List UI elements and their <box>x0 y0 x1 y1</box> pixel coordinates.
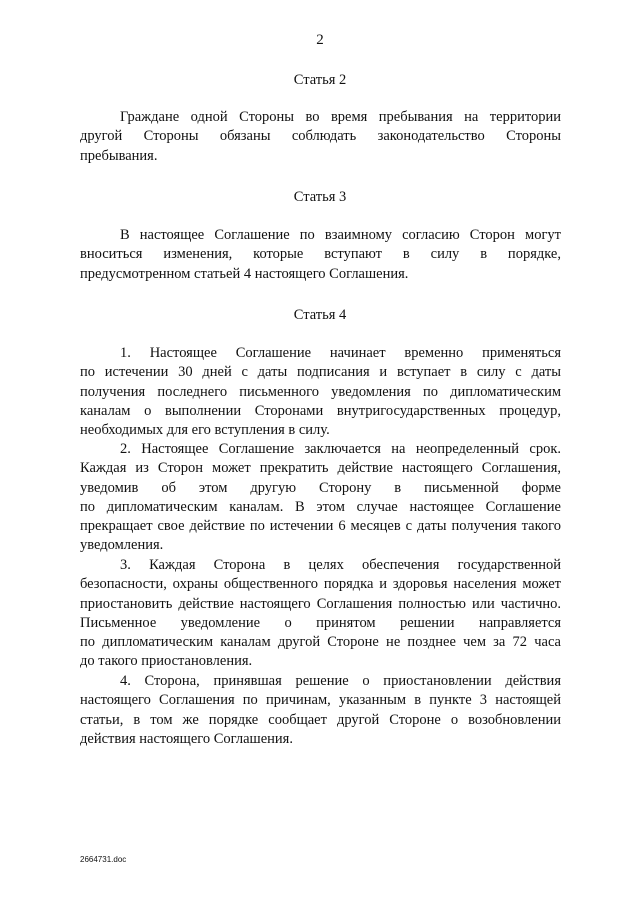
page-number: 2 <box>316 32 324 48</box>
file-name-footer: 2664731.doc <box>80 855 127 864</box>
text-line: Каждая из Сторон может прекратить действие настоящего Соглашения, <box>80 460 561 477</box>
text-line: уведомив об этом другую Сторону в письменной форме <box>80 479 561 496</box>
article-2-paragraph <box>80 108 561 166</box>
article-4-heading: Статья 4 <box>293 307 347 323</box>
article-2-heading: Статья 2 <box>293 72 347 88</box>
text-line: получения последнего письменного уведомления по дипломатическим <box>80 383 561 400</box>
text-line: действия настоящего Соглашения. <box>80 730 293 747</box>
text-line: 2. Настоящее Соглашение заключается на неопределенный срок. <box>120 441 561 457</box>
text-line: прекращает свое действие по истечении 6 месяцев с даты получения такого <box>80 518 561 535</box>
text-line: приостановить действие настоящего Соглашения полностью или частично. <box>80 595 561 612</box>
text-line: вноситься изменения, которые вступают в силу в порядке, <box>80 246 561 263</box>
article-4-clause-4 <box>80 672 561 749</box>
text-line: уведомления. <box>80 537 164 554</box>
text-line: до такого приостановления. <box>80 653 253 670</box>
text-line: необходимых для его вступления в силу. <box>80 422 330 439</box>
text-line: другой Стороны обязаны соблюдать законодательство Стороны <box>80 128 561 145</box>
text-line: Граждане одной Стороны во время пребывания на территории <box>120 109 561 125</box>
text-line: каналам о выполнении Сторонами внутригосударственных процедур, <box>80 402 561 419</box>
article-3-heading: Статья 3 <box>293 189 347 205</box>
article-4-clause-1 <box>80 344 561 440</box>
text-line: Письменное уведомление о принятом решении направляется <box>80 614 561 631</box>
text-line: статьи, в том же порядке сообщает другой Стороне о возобновлении <box>80 711 561 728</box>
text-line: по дипломатическим каналам. В этом случае настоящее Соглашение <box>80 498 561 515</box>
text-line: безопасности, охраны общественного порядка и здоровья населения может <box>80 576 561 593</box>
text-line: по истечении 30 дней с даты подписания и вступает в силу с даты <box>80 364 561 381</box>
text-line: В настоящее Соглашение по взаимному согласию Сторон могут <box>120 227 561 243</box>
text-line: 1. Настоящее Соглашение начинает временно применяться <box>120 345 561 361</box>
text-line: 4. Сторона, принявшая решение о приостановлении действия <box>120 673 561 689</box>
text-line: пребывания. <box>80 147 158 164</box>
text-line: настоящего Соглашения по причинам, указанным в пункте 3 настоящей <box>80 692 561 709</box>
text-line: 3. Каждая Сторона в целях обеспечения государственной <box>120 557 561 573</box>
article-3-paragraph <box>80 226 561 284</box>
article-4-clause-3 <box>80 556 561 672</box>
article-4-clause-2 <box>80 440 561 556</box>
text-line: предусмотренном статьей 4 настоящего Соглашения. <box>80 265 409 282</box>
text-line: по дипломатическим каналам другой Стороне не позднее чем за 72 часа <box>80 634 561 651</box>
